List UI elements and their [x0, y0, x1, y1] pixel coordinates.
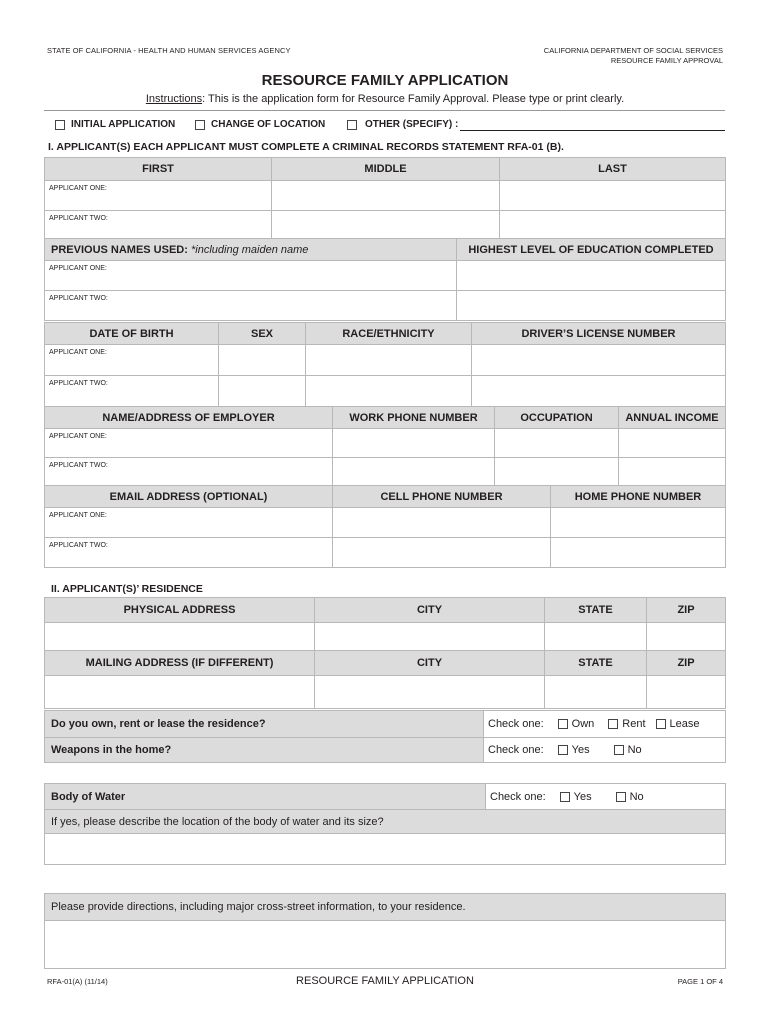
page-number: PAGE 1 OF 4 — [677, 977, 723, 986]
work-phone-header: WORK PHONE NUMBER — [333, 407, 495, 429]
lease-checkbox[interactable] — [656, 719, 666, 729]
water-check-one-label: Check one: — [490, 790, 546, 803]
mailing-zip-header: ZIP — [647, 651, 726, 676]
applicant-one-race[interactable] — [306, 345, 472, 376]
physical-address-header: PHYSICAL ADDRESS — [45, 598, 315, 623]
applicant-two-occupation[interactable] — [495, 458, 619, 487]
mailing-city-header: CITY — [315, 651, 545, 676]
physical-zip-field[interactable] — [647, 623, 726, 651]
directions-table — [44, 893, 726, 969]
income-header: ANNUAL INCOME — [619, 407, 726, 429]
body-of-water-group — [486, 791, 725, 803]
applicant-one-dob[interactable]: APPLICANT ONE: — [45, 345, 219, 376]
contact-table — [44, 485, 726, 568]
other-specify-checkbox[interactable] — [347, 120, 357, 130]
email-header: EMAIL ADDRESS (OPTIONAL) — [45, 486, 333, 508]
weapons-yes-checkbox[interactable] — [558, 745, 568, 755]
employment-table — [44, 406, 726, 487]
weapons-no-checkbox[interactable] — [614, 745, 624, 755]
applicant-one-occupation[interactable] — [495, 429, 619, 458]
physical-city-field[interactable] — [315, 623, 545, 651]
mailing-state-field[interactable] — [545, 676, 647, 709]
previous-names-label: PREVIOUS NAMES USED: — [51, 243, 188, 256]
physical-zip-header: ZIP — [647, 598, 726, 623]
applicant-two-license[interactable] — [472, 376, 726, 407]
applicant-two-employer[interactable]: APPLICANT TWO: — [45, 458, 333, 487]
first-name-header: FIRST — [45, 158, 272, 181]
applicant-one-middle-name[interactable] — [272, 181, 500, 211]
applicant-one-email[interactable]: APPLICANT ONE: — [45, 508, 333, 538]
applicant-two-race[interactable] — [306, 376, 472, 407]
physical-state-header: STATE — [545, 598, 647, 623]
occupation-header: OCCUPATION — [495, 407, 619, 429]
weapons-question: Weapons in the home? — [45, 738, 484, 763]
applicant-one-cell-phone[interactable] — [333, 508, 551, 538]
footer-title: RESOURCE FAMILY APPLICATION — [296, 975, 474, 987]
applicant-two-first-name[interactable]: APPLICANT TWO: — [45, 211, 272, 241]
applicant-one-first-name[interactable]: APPLICANT ONE: — [45, 181, 272, 211]
own-checkbox[interactable] — [558, 719, 568, 729]
ownership-table — [44, 710, 726, 763]
mailing-state-header: STATE — [545, 651, 647, 676]
water-yes-label: Yes — [573, 790, 592, 803]
dob-header: DATE OF BIRTH — [45, 323, 219, 345]
other-specify-field[interactable] — [460, 130, 725, 131]
physical-city-header: CITY — [315, 598, 545, 623]
applicant-one-license[interactable] — [472, 345, 726, 376]
lease-label: Lease — [669, 718, 700, 730]
form-id: RFA-01(A) (11/14) — [47, 977, 108, 986]
cell-phone-header: CELL PHONE NUMBER — [333, 486, 551, 508]
applicant-two-previous-names[interactable]: APPLICANT TWO: — [45, 291, 457, 321]
own-rent-lease-question: Do you own, rent or lease the residence? — [45, 711, 484, 738]
page-title: RESOURCE FAMILY APPLICATION — [261, 72, 509, 89]
initial-application-label: INITIAL APPLICATION — [71, 119, 176, 130]
physical-address-field[interactable] — [45, 623, 315, 651]
agency-left: STATE OF CALIFORNIA - HEALTH AND HUMAN SERVICES AGENCY — [47, 46, 291, 55]
physical-state-field[interactable] — [545, 623, 647, 651]
applicant-one-income[interactable] — [619, 429, 726, 458]
last-name-header: LAST — [500, 158, 726, 181]
weapons-options — [484, 738, 726, 763]
own-check-one-label: Check one: — [488, 718, 544, 730]
agency-right — [544, 46, 723, 66]
initial-application-checkbox[interactable] — [55, 120, 65, 130]
mailing-city-field[interactable] — [315, 676, 545, 709]
home-phone-header: HOME PHONE NUMBER — [551, 486, 726, 508]
change-location-option[interactable] — [195, 119, 325, 130]
own-rent-lease-group — [484, 718, 725, 730]
mailing-address-field[interactable] — [45, 676, 315, 709]
divider — [44, 110, 725, 111]
license-header: DRIVER’S LICENSE NUMBER — [472, 323, 726, 345]
agency-right-line1: CALIFORNIA DEPARTMENT OF SOCIAL SERVICES — [543, 46, 723, 55]
previous-names-header — [45, 239, 457, 261]
employer-header: NAME/ADDRESS OF EMPLOYER — [45, 407, 333, 429]
applicant-two-middle-name[interactable] — [272, 211, 500, 241]
maiden-name-note: *including maiden name — [190, 243, 309, 256]
applicant-two-email[interactable]: APPLICANT TWO: — [45, 538, 333, 568]
applicant-two-dob[interactable]: APPLICANT TWO: — [45, 376, 219, 407]
change-location-checkbox[interactable] — [195, 120, 205, 130]
agency-right-line2: RESOURCE FAMILY APPROVAL — [610, 56, 723, 65]
applicant-one-last-name[interactable] — [500, 181, 726, 211]
applicant-one-home-phone[interactable] — [551, 508, 726, 538]
mailing-zip-field[interactable] — [647, 676, 726, 709]
other-specify-option[interactable] — [347, 119, 458, 130]
body-of-water-options — [486, 784, 726, 810]
applicant-two-cell-phone[interactable] — [333, 538, 551, 568]
rent-label: Rent — [622, 718, 646, 730]
weapons-yes-label: Yes — [571, 744, 590, 756]
water-yes-checkbox[interactable] — [560, 792, 570, 802]
water-describe-prompt: If yes, please describe the location of the body of water and its size? — [45, 810, 726, 834]
body-of-water-label: Body of Water — [45, 784, 486, 810]
applicant-two-education[interactable] — [457, 291, 726, 321]
water-no-checkbox[interactable] — [616, 792, 626, 802]
change-location-label: CHANGE OF LOCATION — [211, 119, 326, 130]
other-specify-label: OTHER (SPECIFY) : — [365, 119, 459, 130]
applicant-two-income[interactable] — [619, 458, 726, 487]
applicant-two-home-phone[interactable] — [551, 538, 726, 568]
weapons-check-one-label: Check one: — [488, 744, 544, 756]
applicant-one-sex[interactable] — [219, 345, 306, 376]
body-of-water-table — [44, 783, 726, 865]
weapons-group — [484, 744, 725, 756]
sex-header: SEX — [219, 323, 306, 345]
previous-names-table — [44, 238, 726, 321]
instructions — [0, 93, 770, 105]
section2-heading: II. APPLICANT(S)’ RESIDENCE — [51, 583, 203, 595]
personal-info-table — [44, 322, 726, 407]
applicant-two-sex[interactable] — [219, 376, 306, 407]
initial-application-option[interactable] — [55, 119, 175, 130]
own-rent-lease-options — [484, 711, 726, 738]
weapons-no-label: No — [627, 744, 642, 756]
names-table — [44, 157, 726, 241]
applicant-one-previous-names[interactable]: APPLICANT ONE: — [45, 261, 457, 291]
applicant-two-work-phone[interactable] — [333, 458, 495, 487]
middle-name-header: MIDDLE — [272, 158, 500, 181]
applicant-one-employer[interactable]: APPLICANT ONE: — [45, 429, 333, 458]
race-header: RACE/ETHNICITY — [306, 323, 472, 345]
applicant-two-last-name[interactable] — [500, 211, 726, 241]
applicant-one-work-phone[interactable] — [333, 429, 495, 458]
education-header: HIGHEST LEVEL OF EDUCATION COMPLETED — [457, 239, 726, 261]
applicant-one-education[interactable] — [457, 261, 726, 291]
directions-prompt: Please provide directions, including major cross-street information, to your residence. — [45, 894, 726, 921]
instructions-label: Instructions — [145, 93, 203, 105]
instructions-text: : This is the application form for Resource Family Approval. Please type or print clearly. — [202, 93, 625, 105]
water-describe-field[interactable] — [45, 834, 726, 865]
directions-field[interactable] — [45, 921, 726, 969]
residence-table — [44, 597, 726, 709]
section1-heading: I. APPLICANT(S) EACH APPLICANT MUST COMPLETE A CRIMINAL RECORDS STATEMENT RFA-01 (B). — [48, 141, 564, 153]
rent-checkbox[interactable] — [608, 719, 618, 729]
water-no-label: No — [629, 790, 644, 803]
mailing-address-header: MAILING ADDRESS (IF DIFFERENT) — [45, 651, 315, 676]
own-label: Own — [571, 718, 595, 730]
